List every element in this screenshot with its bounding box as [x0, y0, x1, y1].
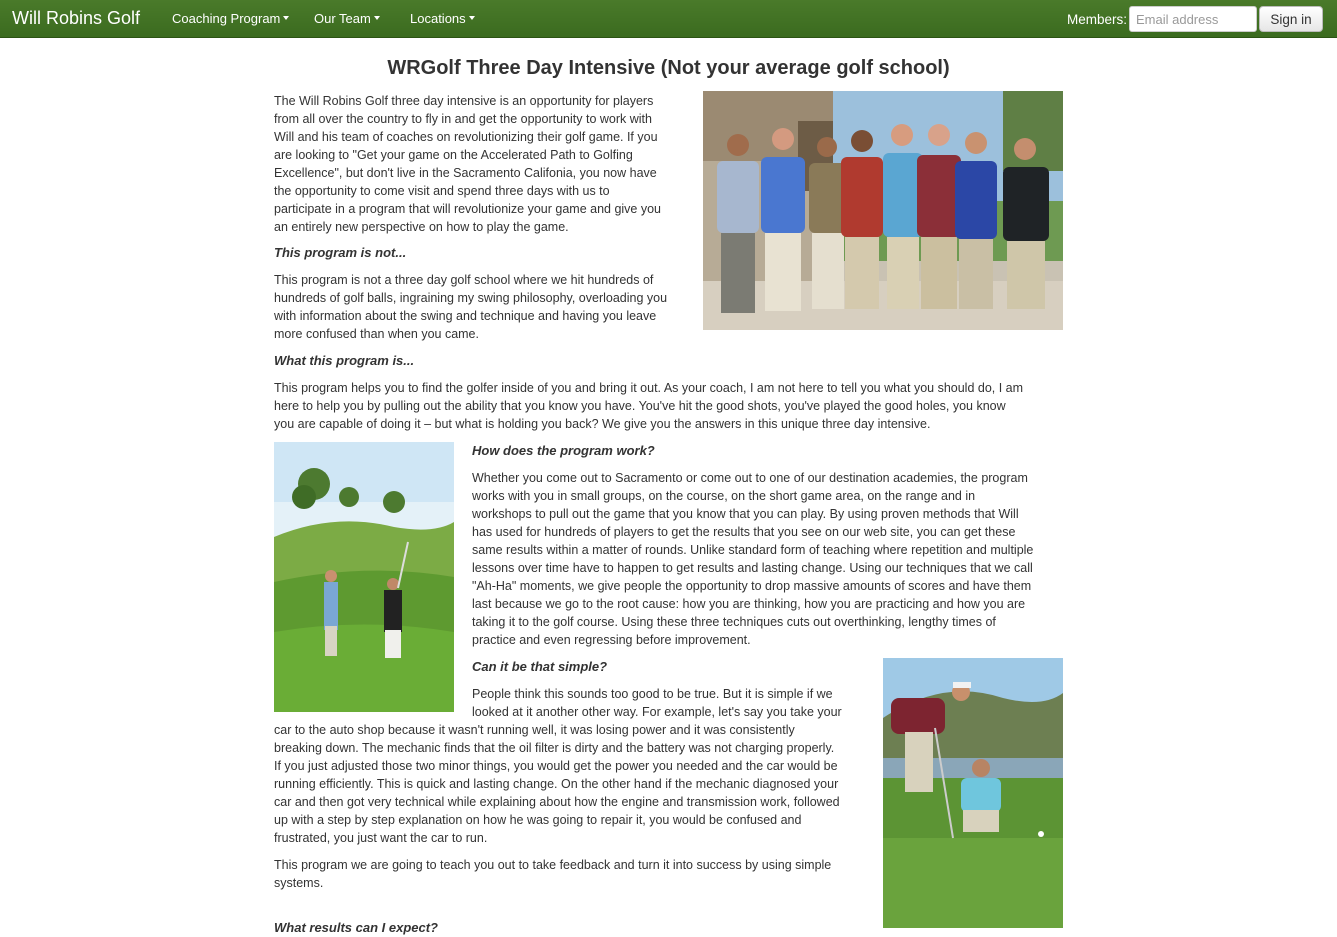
top-navbar — [0, 0, 1337, 38]
text-line: with information about the swing and technique and having you leave — [274, 309, 657, 323]
text-line: People think this sounds too good to be true. But it is simple if we — [472, 687, 833, 701]
that-simple-paragraph-top — [472, 685, 872, 721]
caret-down-icon — [283, 16, 289, 20]
text-line: looked at it another other way. For example, let's say you take your — [472, 705, 842, 719]
text-line: you are capable of doing it – but what is holding you back? We give you the answers in this unique three day intensive. — [274, 417, 931, 431]
text-line: car and then got very technical while explaining about how the engine and transmission work, followed — [274, 795, 840, 809]
putting-photo — [883, 658, 1063, 928]
nav-coaching-program[interactable] — [172, 11, 289, 27]
text-line: frustrated, you just want the car to run. — [274, 831, 488, 845]
text-line: If you just adjusted those two minor things, you would get the power you needed and the car would be — [274, 759, 838, 773]
nav-our-team[interactable] — [314, 11, 380, 27]
caret-down-icon — [469, 16, 475, 20]
that-simple-paragraph — [274, 721, 874, 847]
text-line: Whether you come out to Sacramento or come out to one of our destination academies, the program — [472, 471, 1028, 485]
text-line: participate in a program that will revolutionize your game and give you — [274, 202, 662, 216]
feedback-paragraph — [274, 856, 874, 892]
text-line: The Will Robins Golf three day intensive is an opportunity for players — [274, 94, 654, 108]
text-line: hundreds of golf balls, ingraining my swing philosophy, overloading you — [274, 291, 668, 305]
text-line: breaking down. The mechanic finds that the oil filter is dirty and the battery was not charging properly. — [274, 741, 835, 755]
text-line: running efficiently. This is quick and lasting change. On the other hand if the mechanic diagnosed your — [274, 777, 839, 791]
text-line: taking it to the golf course. Using these three techniques cuts out overthinking, lengthy times of — [472, 615, 996, 629]
intro-paragraph — [274, 92, 694, 236]
text-line: same results within a matter of rounds. Unlike standard form of teaching where repetition and multiple — [472, 543, 1034, 557]
heading-how-program-works: How does the program work? — [472, 443, 655, 458]
text-line: "Ah-Ha" moments, we give people the opportunity to drop massive amounts of scores and have them — [472, 579, 1032, 593]
group-photo — [703, 91, 1063, 330]
sign-in-button[interactable]: Sign in — [1259, 6, 1323, 32]
nav-locations-label: Locations — [410, 11, 466, 26]
heading-that-simple: Can it be that simple? — [472, 659, 608, 674]
text-line: an entirely new perspective on how to play the game. — [274, 220, 569, 234]
text-line: This program is not a three day golf school where we hit hundreds of — [274, 273, 654, 287]
text-line: are looking to "Get your game on the Accelerated Path to Golfing — [274, 148, 633, 162]
program-is-not-paragraph — [274, 271, 694, 343]
text-line: car to the auto shop because it wasn't running well, it was losing power and it was consistently — [274, 723, 795, 737]
caret-down-icon — [374, 16, 380, 20]
text-line: This program we are going to teach you out to take feedback and turn it into success by using simple — [274, 858, 832, 872]
nav-our-team-label: Our Team — [314, 11, 371, 26]
nav-coaching-program-label: Coaching Program — [172, 11, 281, 26]
text-line: has used for hundreds of players to get the results that you see on our web site, you can get these — [472, 525, 1016, 539]
how-program-works-paragraph — [472, 469, 1064, 649]
text-line: practice and even regressing before improvement. — [472, 633, 751, 647]
text-line: the opportunity to come visit and spend three days with us to — [274, 184, 610, 198]
text-line: Excellence", but don't live in the Sacramento Califonia, you now have — [274, 166, 657, 180]
text-line: This program helps you to find the golfer inside of you and bring it out. As your coach, I am not here to tell you what you should do, I am — [274, 381, 1024, 395]
what-program-is-paragraph — [274, 379, 1064, 433]
text-line: works with you in small groups, on the course, on the short game area, on the range and in — [472, 489, 976, 503]
group-photo-image — [703, 91, 1063, 330]
text-line: systems. — [274, 876, 324, 890]
heading-program-is-not: This program is not... — [274, 245, 407, 260]
page-title: WRGolf Three Day Intensive (Not your average golf school) — [387, 57, 950, 79]
text-line: up with a step by step explanation on how he was going to repair it, you would be confused and — [274, 813, 802, 827]
text-line: here to help you by pulling out the ability that you know you have. You've hit the good shots, you've played the good holes, you know — [274, 399, 1006, 413]
text-line: last because we go to the root cause: how you are thinking, how you are practicing and how you are — [472, 597, 1026, 611]
text-line: Will and his team of coaches on revolutionizing their golf game. If you — [274, 130, 658, 144]
members-label: Members: — [1067, 12, 1128, 27]
text-line: from all over the country to fly in and get the opportunity to work with — [274, 112, 652, 126]
text-line: lessons over time have to happen to get results and lasting change. Using our techniques that we call — [472, 561, 1033, 575]
text-line: workshops to pull out the game that you know that you can play. By using proven methods that Will — [472, 507, 1019, 521]
brand-link[interactable]: Will Robins Golf — [12, 8, 141, 28]
heading-what-results: What results can I expect? — [274, 920, 438, 935]
fairway-photo — [274, 442, 454, 712]
putting-photo-image — [883, 658, 1063, 928]
heading-what-program-is: What this program is... — [274, 353, 415, 368]
fairway-photo-image — [274, 442, 454, 712]
email-input[interactable] — [1129, 6, 1257, 32]
text-line: more confused than when you came. — [274, 327, 479, 341]
nav-locations[interactable] — [410, 11, 475, 27]
